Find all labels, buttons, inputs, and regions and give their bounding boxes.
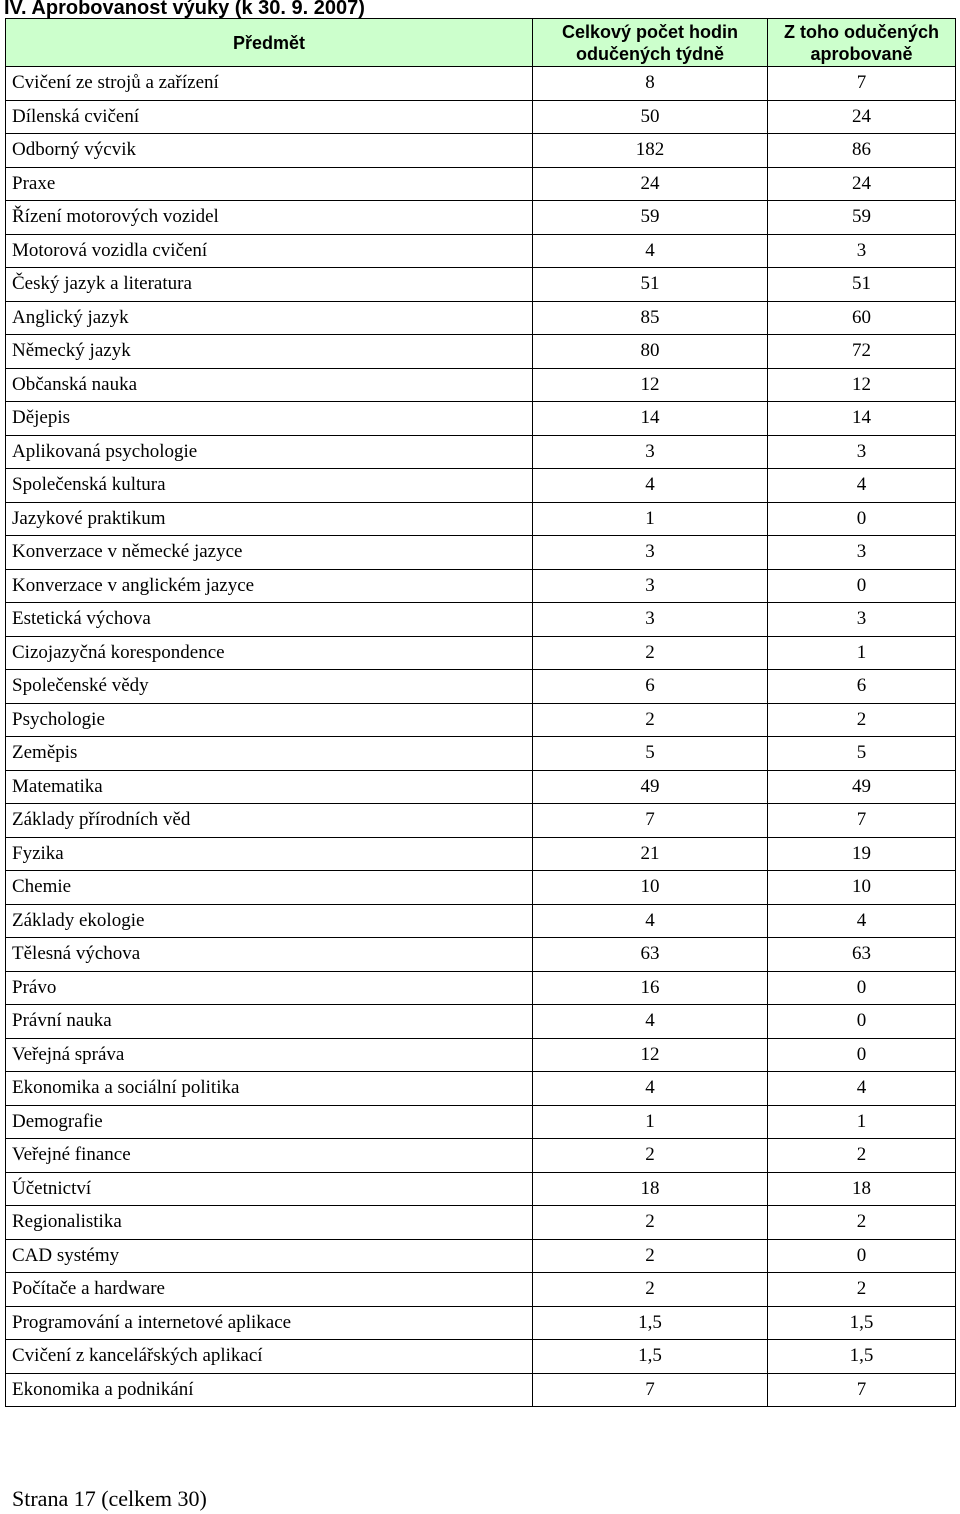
table-row bbox=[6, 804, 956, 838]
total-hours-cell: 4 bbox=[533, 234, 768, 268]
total-hours-cell: 63 bbox=[533, 938, 768, 972]
qualified-hours-cell: 1 bbox=[768, 1105, 956, 1139]
subject-cell: Základy ekologie bbox=[6, 904, 533, 938]
subject-cell: Tělesná výchova bbox=[6, 938, 533, 972]
qualified-hours-cell: 19 bbox=[768, 837, 956, 871]
subject-cell: Psychologie bbox=[6, 703, 533, 737]
table-row bbox=[6, 1273, 956, 1307]
total-hours-cell: 5 bbox=[533, 737, 768, 771]
subject-cell: Konverzace v anglickém jazyce bbox=[6, 569, 533, 603]
subject-cell: Matematika bbox=[6, 770, 533, 804]
qualified-hours-cell: 0 bbox=[768, 971, 956, 1005]
subject-cell: Dějepis bbox=[6, 402, 533, 436]
total-hours-cell: 24 bbox=[533, 167, 768, 201]
header-subject: Předmět bbox=[6, 19, 533, 67]
subject-cell: Společenská kultura bbox=[6, 469, 533, 503]
total-hours-cell: 2 bbox=[533, 1239, 768, 1273]
total-hours-cell: 1,5 bbox=[533, 1340, 768, 1374]
subject-cell: Účetnictví bbox=[6, 1172, 533, 1206]
total-hours-cell: 4 bbox=[533, 1072, 768, 1106]
subject-cell: Základy přírodních věd bbox=[6, 804, 533, 838]
qualified-hours-cell: 59 bbox=[768, 201, 956, 235]
total-hours-cell: 2 bbox=[533, 1273, 768, 1307]
subject-cell: Český jazyk a literatura bbox=[6, 268, 533, 302]
qualified-hours-cell: 12 bbox=[768, 368, 956, 402]
qualified-hours-cell: 6 bbox=[768, 670, 956, 704]
header-total-hours: Celkový počet hodin odučených týdně bbox=[533, 19, 768, 67]
qualified-hours-cell: 51 bbox=[768, 268, 956, 302]
subject-cell: Cvičení z kancelářských aplikací bbox=[6, 1340, 533, 1374]
subject-cell: Praxe bbox=[6, 167, 533, 201]
table-row bbox=[6, 1038, 956, 1072]
qualified-hours-cell: 7 bbox=[768, 804, 956, 838]
table-row bbox=[6, 737, 956, 771]
subject-cell: Regionalistika bbox=[6, 1206, 533, 1240]
total-hours-cell: 10 bbox=[533, 871, 768, 905]
total-hours-cell: 4 bbox=[533, 1005, 768, 1039]
qualified-hours-cell: 0 bbox=[768, 1038, 956, 1072]
qualified-hours-cell: 4 bbox=[768, 469, 956, 503]
qualified-hours-cell: 3 bbox=[768, 536, 956, 570]
qualified-hours-cell: 24 bbox=[768, 100, 956, 134]
table-row bbox=[6, 134, 956, 168]
qualified-hours-cell: 18 bbox=[768, 1172, 956, 1206]
table-row bbox=[6, 100, 956, 134]
subject-cell: Právo bbox=[6, 971, 533, 1005]
qualified-hours-cell: 72 bbox=[768, 335, 956, 369]
table-row bbox=[6, 904, 956, 938]
subject-cell: Odborný výcvik bbox=[6, 134, 533, 168]
qualified-hours-cell: 0 bbox=[768, 1239, 956, 1273]
section-title: IV. Aprobovanost výuky (k 30. 9. 2007) bbox=[4, 0, 365, 19]
total-hours-cell: 6 bbox=[533, 670, 768, 704]
table-row bbox=[6, 301, 956, 335]
total-hours-cell: 1 bbox=[533, 1105, 768, 1139]
qualified-hours-cell: 3 bbox=[768, 234, 956, 268]
table-row bbox=[6, 603, 956, 637]
table-row bbox=[6, 837, 956, 871]
total-hours-cell: 59 bbox=[533, 201, 768, 235]
qualified-hours-cell: 2 bbox=[768, 1273, 956, 1307]
table-row bbox=[6, 1105, 956, 1139]
total-hours-cell: 7 bbox=[533, 804, 768, 838]
page-footer: Strana 17 (celkem 30) bbox=[12, 1486, 207, 1511]
total-hours-cell: 21 bbox=[533, 837, 768, 871]
subject-cell: Právní nauka bbox=[6, 1005, 533, 1039]
qualified-hours-cell: 86 bbox=[768, 134, 956, 168]
table-row bbox=[6, 1340, 956, 1374]
total-hours-cell: 4 bbox=[533, 904, 768, 938]
total-hours-cell: 3 bbox=[533, 569, 768, 603]
subject-cell: Jazykové praktikum bbox=[6, 502, 533, 536]
table-row bbox=[6, 670, 956, 704]
qualified-hours-cell: 2 bbox=[768, 703, 956, 737]
table-row bbox=[6, 67, 956, 101]
qualified-hours-cell: 1,5 bbox=[768, 1306, 956, 1340]
subject-cell: Zeměpis bbox=[6, 737, 533, 771]
table-row bbox=[6, 502, 956, 536]
total-hours-cell: 3 bbox=[533, 536, 768, 570]
table-header-row bbox=[6, 19, 956, 67]
subject-cell: Aplikovaná psychologie bbox=[6, 435, 533, 469]
table-row bbox=[6, 469, 956, 503]
table-row bbox=[6, 435, 956, 469]
total-hours-cell: 16 bbox=[533, 971, 768, 1005]
total-hours-cell: 2 bbox=[533, 1139, 768, 1173]
subject-cell: Demografie bbox=[6, 1105, 533, 1139]
subject-cell: Cizojazyčná korespondence bbox=[6, 636, 533, 670]
table-row bbox=[6, 368, 956, 402]
table-row bbox=[6, 1139, 956, 1173]
total-hours-cell: 2 bbox=[533, 703, 768, 737]
subject-cell: Motorová vozidla cvičení bbox=[6, 234, 533, 268]
total-hours-cell: 3 bbox=[533, 603, 768, 637]
total-hours-cell: 8 bbox=[533, 67, 768, 101]
table-row bbox=[6, 569, 956, 603]
total-hours-cell: 85 bbox=[533, 301, 768, 335]
subject-cell: Veřejné finance bbox=[6, 1139, 533, 1173]
qualified-hours-cell: 0 bbox=[768, 1005, 956, 1039]
qualified-hours-cell: 1 bbox=[768, 636, 956, 670]
qualified-hours-cell: 60 bbox=[768, 301, 956, 335]
subject-cell: Veřejná správa bbox=[6, 1038, 533, 1072]
total-hours-cell: 3 bbox=[533, 435, 768, 469]
qualified-hours-cell: 4 bbox=[768, 1072, 956, 1106]
qualified-hours-cell: 14 bbox=[768, 402, 956, 436]
qualified-hours-cell: 7 bbox=[768, 1373, 956, 1407]
qualified-hours-cell: 24 bbox=[768, 167, 956, 201]
subject-cell: Německý jazyk bbox=[6, 335, 533, 369]
table-row bbox=[6, 703, 956, 737]
subject-cell: Ekonomika a sociální politika bbox=[6, 1072, 533, 1106]
qualified-hours-cell: 1,5 bbox=[768, 1340, 956, 1374]
table-row bbox=[6, 636, 956, 670]
table-row bbox=[6, 402, 956, 436]
total-hours-cell: 80 bbox=[533, 335, 768, 369]
table-row bbox=[6, 335, 956, 369]
total-hours-cell: 51 bbox=[533, 268, 768, 302]
teaching-qualification-table bbox=[5, 18, 956, 1407]
table-row bbox=[6, 234, 956, 268]
total-hours-cell: 4 bbox=[533, 469, 768, 503]
subject-cell: Fyzika bbox=[6, 837, 533, 871]
table-row bbox=[6, 167, 956, 201]
qualified-hours-cell: 3 bbox=[768, 435, 956, 469]
qualified-hours-cell: 3 bbox=[768, 603, 956, 637]
subject-cell: Programování a internetové aplikace bbox=[6, 1306, 533, 1340]
total-hours-cell: 1,5 bbox=[533, 1306, 768, 1340]
table-row bbox=[6, 938, 956, 972]
qualified-hours-cell: 5 bbox=[768, 737, 956, 771]
total-hours-cell: 1 bbox=[533, 502, 768, 536]
qualified-hours-cell: 2 bbox=[768, 1139, 956, 1173]
qualified-hours-cell: 4 bbox=[768, 904, 956, 938]
total-hours-cell: 49 bbox=[533, 770, 768, 804]
total-hours-cell: 7 bbox=[533, 1373, 768, 1407]
table-row bbox=[6, 871, 956, 905]
subject-cell: Estetická výchova bbox=[6, 603, 533, 637]
subject-cell: Řízení motorových vozidel bbox=[6, 201, 533, 235]
table-row bbox=[6, 1206, 956, 1240]
subject-cell: Občanská nauka bbox=[6, 368, 533, 402]
table-row bbox=[6, 201, 956, 235]
qualified-hours-cell: 2 bbox=[768, 1206, 956, 1240]
qualified-hours-cell: 7 bbox=[768, 67, 956, 101]
subject-cell: Cvičení ze strojů a zařízení bbox=[6, 67, 533, 101]
subject-cell: CAD systémy bbox=[6, 1239, 533, 1273]
table-row bbox=[6, 1239, 956, 1273]
total-hours-cell: 2 bbox=[533, 1206, 768, 1240]
table-header bbox=[6, 19, 956, 67]
total-hours-cell: 14 bbox=[533, 402, 768, 436]
total-hours-cell: 50 bbox=[533, 100, 768, 134]
table-row bbox=[6, 1373, 956, 1407]
qualified-hours-cell: 49 bbox=[768, 770, 956, 804]
table-row bbox=[6, 536, 956, 570]
header-qualified-hours: Z toho odučených aprobovaně bbox=[768, 19, 956, 67]
total-hours-cell: 2 bbox=[533, 636, 768, 670]
subject-cell: Počítače a hardware bbox=[6, 1273, 533, 1307]
qualified-hours-cell: 10 bbox=[768, 871, 956, 905]
table-row bbox=[6, 770, 956, 804]
subject-cell: Chemie bbox=[6, 871, 533, 905]
qualified-hours-cell: 0 bbox=[768, 569, 956, 603]
table-row bbox=[6, 1306, 956, 1340]
table-body bbox=[6, 67, 956, 1407]
table-row bbox=[6, 268, 956, 302]
table-row bbox=[6, 1172, 956, 1206]
total-hours-cell: 18 bbox=[533, 1172, 768, 1206]
table-row bbox=[6, 971, 956, 1005]
qualified-hours-cell: 0 bbox=[768, 502, 956, 536]
qualified-hours-cell: 63 bbox=[768, 938, 956, 972]
subject-cell: Společenské vědy bbox=[6, 670, 533, 704]
subject-cell: Ekonomika a podnikání bbox=[6, 1373, 533, 1407]
total-hours-cell: 12 bbox=[533, 368, 768, 402]
table-row bbox=[6, 1005, 956, 1039]
table-row bbox=[6, 1072, 956, 1106]
total-hours-cell: 182 bbox=[533, 134, 768, 168]
subject-cell: Konverzace v německé jazyce bbox=[6, 536, 533, 570]
total-hours-cell: 12 bbox=[533, 1038, 768, 1072]
subject-cell: Dílenská cvičení bbox=[6, 100, 533, 134]
subject-cell: Anglický jazyk bbox=[6, 301, 533, 335]
